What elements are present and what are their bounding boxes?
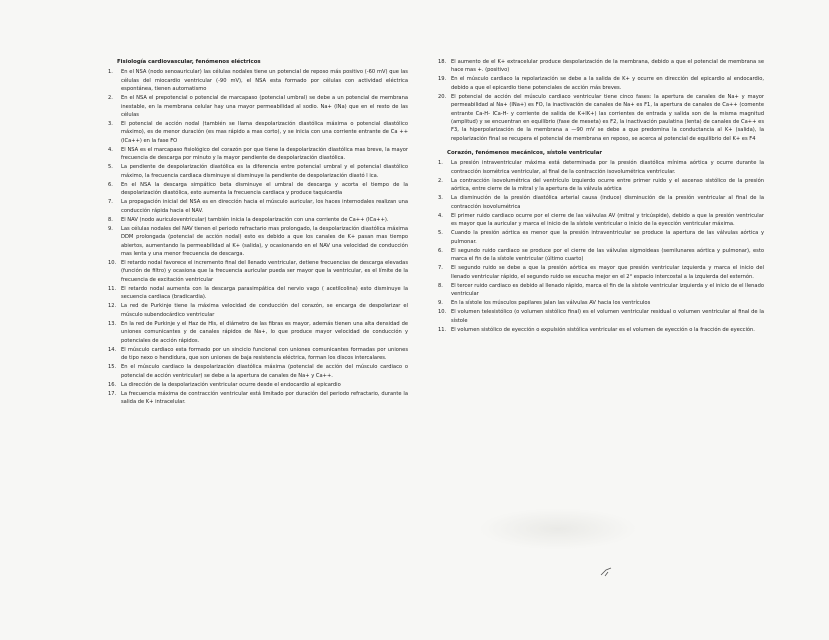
item-text: El potencial de acción del músculo cardiaco ventricular tiene cinco fases: la apertura de canales de Na+ y mayor permeabilidad al Na+ (INa+) es FO, la inactivación de canales de Na+ es F1, la apertura de canales de Ca++ (comente entrante Ca-H- ICa-H- y corriente de salida de K+IK+) las corrientes de entrada y salida son de la misma magnitud (amplitud) y se encuentran en equilibrio (fase de meseta) es F2, la inactivación paulatina (lenta) de canales de Ca++ es F3, la hiperpolarización de la membrana a —90 mV se debe a que predomina la conductancia al K+ (salida), la repolarización final se recupera el potencial de membrana en reposo, se acerca al potencial de equilibrio del K+ es F4: [451, 93, 764, 142]
item-number: 9.: [438, 300, 443, 307]
item-number: 11.: [108, 285, 117, 292]
item-number: 18.: [438, 59, 447, 65]
item-text: El aumento de el K+ extracelular produce despolarización de la membrana, debido a que el potencial de membrana se hace mas +. (positivo): [451, 59, 764, 74]
list-item: [438, 93, 764, 143]
item-number: 4.: [108, 146, 113, 153]
list-item: [438, 326, 764, 334]
item-number: 4.: [438, 212, 443, 219]
item-text: El segundo ruido se debe a que la presión aórtica es mayor que presión ventricular izquierda y marca el inicio del llenado ventricular rápido, el segundo ruido se escucha mejor en el 2° espacio intercostal a la izquierda del esternón.: [451, 265, 764, 280]
mechanical-list: [438, 159, 764, 334]
item-text: El tercer ruido cardiaco es debido al llenado rápido, marca el fin de la sístole ventricular izquierda y el inicio de el llenado ventricular: [451, 282, 764, 298]
item-number: 11.: [438, 326, 447, 333]
item-number: 3.: [438, 195, 443, 202]
item-number: 5.: [108, 164, 113, 171]
item-number: 15.: [108, 364, 117, 371]
item-number: 20.: [438, 93, 447, 100]
list-item: [108, 225, 408, 258]
item-text: En el músculo cardiaco la repolarización se debe a la salida de K+ y ocurre en dirección del epicardio al endocardio, debido a que el epicardio tiene potenciales de acción más breves.: [451, 76, 764, 91]
list-item: [438, 299, 764, 307]
section-title-mechanical: Corazón, fenómenos mecánicos, sístole ventricular: [447, 150, 603, 157]
item-number: 10.: [438, 309, 447, 316]
item-text: El segundo ruido cardiaco se produce por el cierre de las válvulas sigmoideas (semilunares aórtica y pulmonar), esto marca el fin de la sístole ventricular (último cuarto): [451, 247, 764, 263]
item-text: El potencial de acción nodal (también se llama despolarización diastólica máxima o potencial diastólico máximo), es de menor duración (es mas rápido a mas corto), y se inicia con una corriente entrante de Ca ++ (ICa++) en la fase FO: [121, 121, 408, 144]
item-number: 2.: [108, 95, 113, 102]
list-item: [108, 346, 408, 363]
item-number: 2.: [438, 177, 443, 184]
list-item: [438, 194, 764, 211]
item-text: El volumen telesistólico (o volumen sistólico final) es el volumen ventricular residual o volumen ventricular al final de la sístole: [451, 309, 764, 324]
item-number: 5.: [438, 230, 443, 237]
item-text: La pendiente de despolarización diastólica es la diferencia entre potencial umbral y el potencial diastólico máximo, la frecuencia cardiaca disminuye si disminuye la pendiente de despolarización diastó l ica.: [121, 164, 408, 179]
list-item: [108, 94, 408, 119]
list-item: [108, 181, 408, 198]
item-text: El NSA es el marcapaso fisiológico del corazón por que tiene la despolarización diastólica mas breve, la mayor frecuencia de descarga por minuto y la mayor pendiente de despolarización diastólica.: [121, 146, 408, 162]
item-text: En la sístole los músculos papilares jalan las válvulas AV hacia los ventrículos: [451, 300, 651, 307]
list-item: [108, 363, 408, 380]
item-text: La red de Purkinje tiene la máxima velocidad de conducción del corazón, se encarga de despolarizar el músculo subendocárdico ventricular: [121, 303, 408, 318]
list-item: [108, 146, 408, 163]
item-number: 16.: [108, 381, 117, 388]
item-text: El primer ruido cardiaco ocurre por el cierre de las válvulas AV (mitral y tricúspide), debido a que la presión ventricular es mayor que la auricular y marca el inicio de la sístole ventricular o inicio de la eyección ventricular máxima.: [451, 212, 764, 228]
list-item: [438, 229, 764, 246]
item-number: 3.: [108, 121, 113, 127]
item-text: El músculo cardiaco esta formado por un sincicio funcional con uniones comunicantes formadas por uniones de tipo nexo o hendidura, que son uniones de baja resistencia eléctrica, forman los discos intercalares.: [121, 346, 408, 362]
item-number: 9.: [108, 225, 113, 232]
item-number: 10.: [108, 260, 117, 267]
section-title-electrical: Fisiología cardiovascular, fenómenos eléctricos: [117, 59, 261, 65]
item-number: 19.: [438, 76, 447, 83]
item-number: 12.: [108, 303, 117, 310]
list-item: [108, 381, 408, 389]
item-number: 17.: [108, 390, 117, 397]
item-text: En el NSA el prepotencial o potencial de marcapaso (potencial umbral) se debe a un potencial de membrana inestable, en la membrana celular hay una mayor permeabilidad al sodio. Na+ (INa) que en el resto de las células: [121, 95, 408, 118]
item-number: 7.: [438, 265, 443, 272]
list-item: [438, 58, 764, 75]
list-item: [438, 177, 764, 194]
list-item: [438, 212, 764, 229]
item-text: En el NSA (nodo senoauricular) las células nodales tiene un potencial de reposo más positivo (-60 mV) que las células del miocardio ventricular (-90 mV), el NSA esta formado por células con actividad eléctrica espontánea, tienen automatismo: [121, 69, 408, 93]
item-text: Cuando la presión aórtica es menor que la presión intraventricular se produce la apertura de las válvulas aórtica y pulmonar.: [451, 230, 764, 245]
electrical-list: [108, 68, 408, 406]
list-item: [108, 259, 408, 284]
list-item: [108, 390, 408, 407]
list-item: [108, 302, 408, 319]
list-item: [438, 247, 764, 264]
list-item: [108, 68, 408, 93]
item-number: 6.: [438, 247, 443, 254]
item-number: 6.: [108, 181, 113, 188]
item-text: La contracción isovolumétrica del ventrículo izquierdo ocurre entre primer ruido y el ascenso sistólico de la presión aórtica, entre cierre de la mitral y la apertura de la válvula aórtica: [451, 177, 764, 193]
item-text: El NAV (nodo auriculoventricular) también inicia la despolarización con una corriente de Ca++ (ICa++).: [121, 216, 389, 223]
electrical-list-continued: [438, 58, 764, 143]
list-item: [438, 282, 764, 299]
list-item: [438, 159, 764, 176]
item-text: En la red de Purkinje y el Haz de His, el diámetro de las fibras es mayor, además tienen una alta densidad de uniones comunicantes y de canales rápidos de Na+, lo que produce mayor velocidad de conducción y potenciales de acción rápidos.: [121, 320, 408, 344]
item-number: 8.: [438, 282, 443, 289]
item-number: 7.: [108, 199, 113, 206]
item-text: La propagación inicial del NSA es en dirección hacia el músculo auricular, los haces internodales realizan una conducción rápida hacia el NAV.: [121, 199, 408, 214]
scan-smudge: [478, 508, 638, 550]
item-number: 14.: [108, 346, 117, 353]
item-text: La dirección de la despolarización ventricular ocurre desde el endocardio al epicardio: [121, 381, 341, 388]
item-number: 8.: [108, 216, 113, 223]
item-number: 13.: [108, 320, 117, 327]
list-item: [438, 264, 764, 281]
item-text: La disminución de la presión diastólica arterial causa (induce) disminución de la presión ventricular al final de la contracción isovolumétrica: [451, 195, 764, 210]
item-number: 1.: [438, 160, 443, 167]
list-item: [108, 320, 408, 345]
list-item: [108, 163, 408, 180]
left-column: [108, 58, 408, 407]
item-number: 1.: [108, 69, 113, 76]
list-item: [108, 120, 408, 145]
item-text: En el músculo cardiaco la despolarización diastólica máxima (potencial de acción del músculo cardiaco o potencial de acción ventricular) se debe a la apertura de canales de Na+ y Ca++.: [121, 364, 408, 379]
item-text: La presión intraventricular máxima está determinada por la presión diastólica mínima aórtica y ocurre durante la contracción isométrica ventricular, al final de la contracción isovolumétrica ventricular.: [451, 160, 764, 175]
right-column: [438, 58, 764, 335]
item-text: La frecuencia máxima de contracción ventricular está limitado por duración del periodo refractario, durante la salida de K+ intracelular.: [121, 390, 408, 406]
item-text: El retardo nodal favorece el incremento final del llenado ventricular, detiene frecuencias de descarga elevadas (función de filtro) y ocasiona que la frecuencia auricular pueda ser mayor que la ventricular, es el límite de la frecuencia de excitación ventricular: [121, 260, 408, 283]
item-text: El retardo nodal aumenta con la descarga parasimpática del nervio vago ( acetilcolina) esto disminuye la secuencia cardiaca (bradicardia).: [121, 285, 408, 301]
item-text: El volumen sistólico de eyección o expulsión sistólica ventricular es el volumen de eyección o la fracción de eyección.: [451, 326, 755, 333]
list-item: [108, 198, 408, 215]
list-item: [108, 216, 408, 224]
pen-mark-icon: [600, 567, 612, 577]
list-item: [438, 308, 764, 325]
item-text: En el NSA la descarga simpático beta disminuye el umbral de descarga y acorta el tiempo de la despolarización diastólica, esto aumenta la frecuencia cardiaca y produce taquicardia: [121, 181, 408, 197]
item-text: Las células nodales del NAV tienen el periodo refractario mas prolongado, la despolarización diastólica máxima DDM prolongada (potencial de acción nodal) esto es debido a que los canales de K+ pasan mas tiempo abiertos, aumentando la permeabilidad al K+ (salida), y ocasionando en el NAV una velocidad de conducción mas lenta y una menor frecuencia de descarga.: [121, 225, 408, 257]
list-item: [108, 285, 408, 302]
list-item: [438, 75, 764, 92]
